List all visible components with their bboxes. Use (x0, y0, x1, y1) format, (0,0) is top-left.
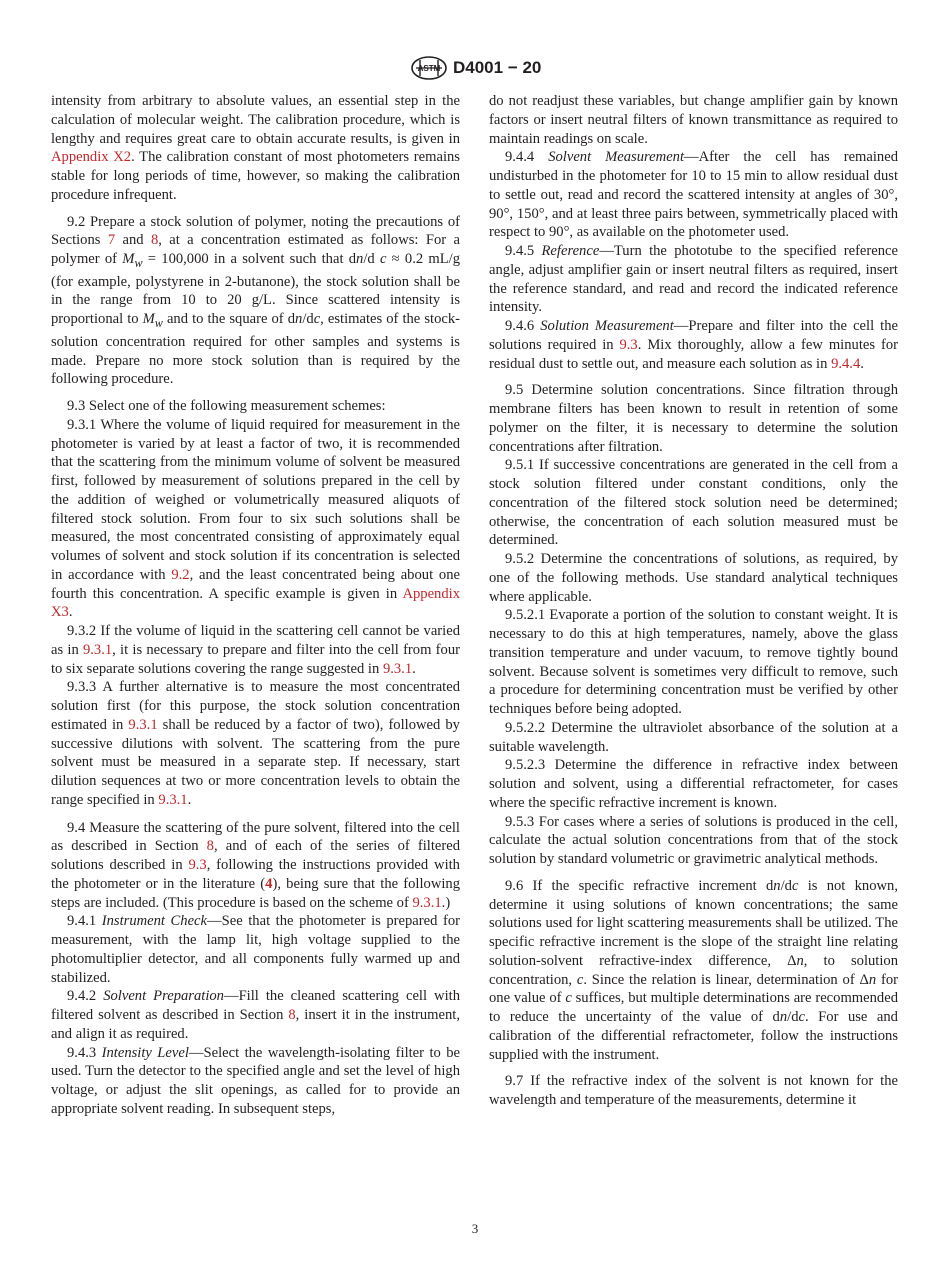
paragraph-continued: intensity from arbitrary to absolute values, an essential step in the calculation of molecular weight. The calibration procedure, which is lengthy and requires great care to obtain accurate results, is given in Appendix X2. The calibration constant of most photometers remains stable for long periods of time, however, so making the calibration procedure infrequent. (51, 93, 460, 203)
section-9-5-2: 9.5.2 Determine the concentrations of solutions, as required, by one of the following methods. Use standard analytical techniques where applicable. (489, 551, 898, 605)
section-9-3-1-link[interactable]: 9.3.1 (412, 894, 442, 911)
page-header (0, 56, 950, 82)
section-9-7: 9.7 If the refractive index of the solvent is not known for the wavelength and temperature of the measurements, determine it (489, 1073, 898, 1108)
svg-text:ASTM: ASTM (417, 64, 441, 73)
section-9-2-link[interactable]: 9.2 (171, 566, 190, 583)
paragraph-continued: do not readjust these variables, but change amplifier gain by known factors or insert neutral filters of known transmittance as required to maintain readings on scale. (489, 93, 898, 147)
reference-4-link[interactable]: 4 (265, 875, 273, 892)
section-9-3: 9.3 Select one of the following measurement schemes: (67, 398, 386, 415)
right-column (489, 92, 898, 1110)
section-8-link[interactable]: 8 (288, 1007, 296, 1024)
document-designation: D4001 − 20 (453, 58, 542, 77)
section-9-3-1: 9.3.1 Where the volume of liquid required for measurement in the photometer is varied by at least a factor of two, it is recommended that the scattering from the minimum volume of solvent be measured first, followed by measurement of solutions prepared in the cell by the addition of weighed or volumetrically measured aliquots of filtered stock solution. From four to six such solutions shall be measured, the most concentrated consisting of approximately equal volumes of solvent and stock solution if its concentration is selected in accordance with 9.2, and the least concentrated being about one fourth this concentration. A specific example is given in Appendix X3. (51, 416, 461, 621)
section-9-3-1-link[interactable]: 9.3.1 (158, 791, 188, 808)
section-9-4-3: 9.4.3 Intensity Level—Select the wavelength-isolating filter to be used. Turn the detector to the specified angle and set the level of high voltage, or adjust the slit openings, as called for to provide an appropriate solvent reading. In subsequent steps, (51, 1044, 460, 1117)
appendix-x3-link[interactable]: Appendix X3 (51, 585, 460, 621)
section-9-4-5: 9.4.5 Reference—Turn the phototube to the specified reference angle, adjust amplifier gain or insert neutral filters as required, insert the reference standard, and read and record the indicated reference intensity. (489, 243, 898, 316)
section-8-link[interactable]: 8 (206, 838, 214, 855)
section-9-3-link[interactable]: 9.3 (188, 857, 207, 874)
section-8-link[interactable]: 8 (150, 232, 159, 249)
section-9-5: 9.5 Determine solution concentrations. Since filtration through membrane filters has been known to result in retention of some polymer on the filter, it is necessary to determine the solution concentrations after filtration. (489, 382, 898, 455)
section-9-4-1: 9.4.1 Instrument Check—See that the photometer is prepared for measurement, with the lamp lit, high voltage supplied to the photomultiplier detector, and all components fully warmed up and stabilized. (51, 913, 460, 986)
section-9-5-3: 9.5.3 For cases where a series of solutions is produced in the cell, calculate the actual solution concentrations from that of the stock solution by standard volumetric or gravimetric analytical methods. (489, 813, 898, 867)
section-9-3-1-link[interactable]: 9.3.1 (128, 716, 158, 733)
page-number: 3 (471, 1221, 479, 1236)
section-9-3-2: 9.3.2 If the volume of liquid in the scattering cell cannot be varied as in 9.3.1, it is necessary to prepare and filter into the cell from four to six separate solutions covering the range suggested in 9.3.1. (51, 623, 460, 677)
section-9-3-link[interactable]: 9.3 (619, 336, 638, 353)
appendix-x2-link[interactable]: Appendix X2 (51, 149, 132, 166)
section-9-4-2: 9.4.2 Solvent Preparation—Fill the cleaned scattering cell with filtered solvent as described in Section 8, insert it in the instrument, and align it as required. (51, 988, 460, 1042)
section-9-3-3: 9.3.3 A further alternative is to measure the most concentrated solution first (for this purpose, the stock solution concentration estimated in 9.3.1 shall be reduced by a factor of two), followed by successive dilutions with solvent. The scattering from the pure solvent must be measured in a separate step. If necessary, start dilution sequences at two or more concentration levels to obtain the range specified in 9.3.1. (51, 679, 460, 808)
section-9-4: 9.4 Measure the scattering of the pure solvent, filtered into the cell as described in Section 8, and of each of the series of filtered solutions described in 9.3, following the instructions provided with the photometer or in the literature (4), being sure that the following steps are included. (This procedure is based on the scheme of 9.3.1.) (51, 819, 461, 911)
section-9-6: 9.6 If the specific refractive increment dn/dc is not known, determine it using solutions of known concentrations; the same solutions used for light scattering measurements shall be utilized. The specific refractive increment is the slope of the straight line relating solution-solvent refractive-index difference, Δn, to solution concentration, c. Since the relation is linear, determination of Δn for one value of c suffices, but multiple determinations are recommended to reduce the uncertainty of the value of dn/dc. For use and calibration of the differential refractometer, follow the instructions supplied with the instrument. (489, 877, 899, 1063)
section-9-4-6: 9.4.6 Solution Measurement—Prepare and filter into the cell the solutions required in 9.3. Mix thoroughly, allow a few minutes for residual dust to settle out, and measure each solution as in 9.4.4. (489, 318, 898, 372)
section-9-2: 9.2 Prepare a stock solution of polymer, noting the precautions of Sections 7 and 8, at a concentration estimated as follows: For a polymer of $M_w = 100,000$ in a solvent such that dn/d c ≈ 0.2 mL/g (for example, polystyrene in 2-butanone), the stock solution shall be in the range from 10 to 20 g/L. Since scattered intensity is proportional to $M_w$ and to the square of dn/dc, estimates of the stock-solution concentration required for other samples and systems is made. Prepare no more stock solution than is required by the following procedure. (51, 213, 461, 388)
section-9-3-1-link[interactable]: 9.3.1 (382, 660, 413, 677)
astm-logo-icon (410, 56, 448, 80)
section-9-4-4: 9.4.4 Solvent Measurement—After the cell has remained undisturbed in the photometer for 10 to 15 min to allow residual dust to settle out, read and record the scattered intensity at angles of 30°, 90°, 150°, and at least three pairs between, symmetrically placed with respect to 90°, as available on the photometer used. (489, 149, 899, 241)
section-9-5-2-3: 9.5.2.3 Determine the difference in refractive index between solution and solvent, using a differential refractometer, for cases where the specific refractive increment is known. (489, 757, 898, 811)
section-9-5-2-1: 9.5.2.1 Evaporate a portion of the solution to constant weight. It is necessary to do this at high temperatures, namely, above the glass transition temperature and under vacuum, to remove tightly bound solvent. Because solvent is sometimes very difficult to remove, such a procedure for determining concentration must be verified by other techniques before being adopted. (489, 607, 898, 717)
section-9-5-1: 9.5.1 If successive concentrations are generated in the cell from a stock solution filtered under constant conditions, only the concentration of the filtered stock solution need be determined; otherwise, the concentration of each solution measured must be determined. (489, 457, 898, 549)
section-9-3-1-link[interactable]: 9.3.1 (82, 641, 113, 658)
section-9-4-4-link[interactable]: 9.4.4 (831, 355, 861, 372)
left-column (51, 92, 460, 1119)
section-7-link[interactable]: 7 (107, 232, 116, 249)
section-9-5-2-2: 9.5.2.2 Determine the ultraviolet absorbance of the solution at a suitable wavelength. (489, 719, 898, 755)
